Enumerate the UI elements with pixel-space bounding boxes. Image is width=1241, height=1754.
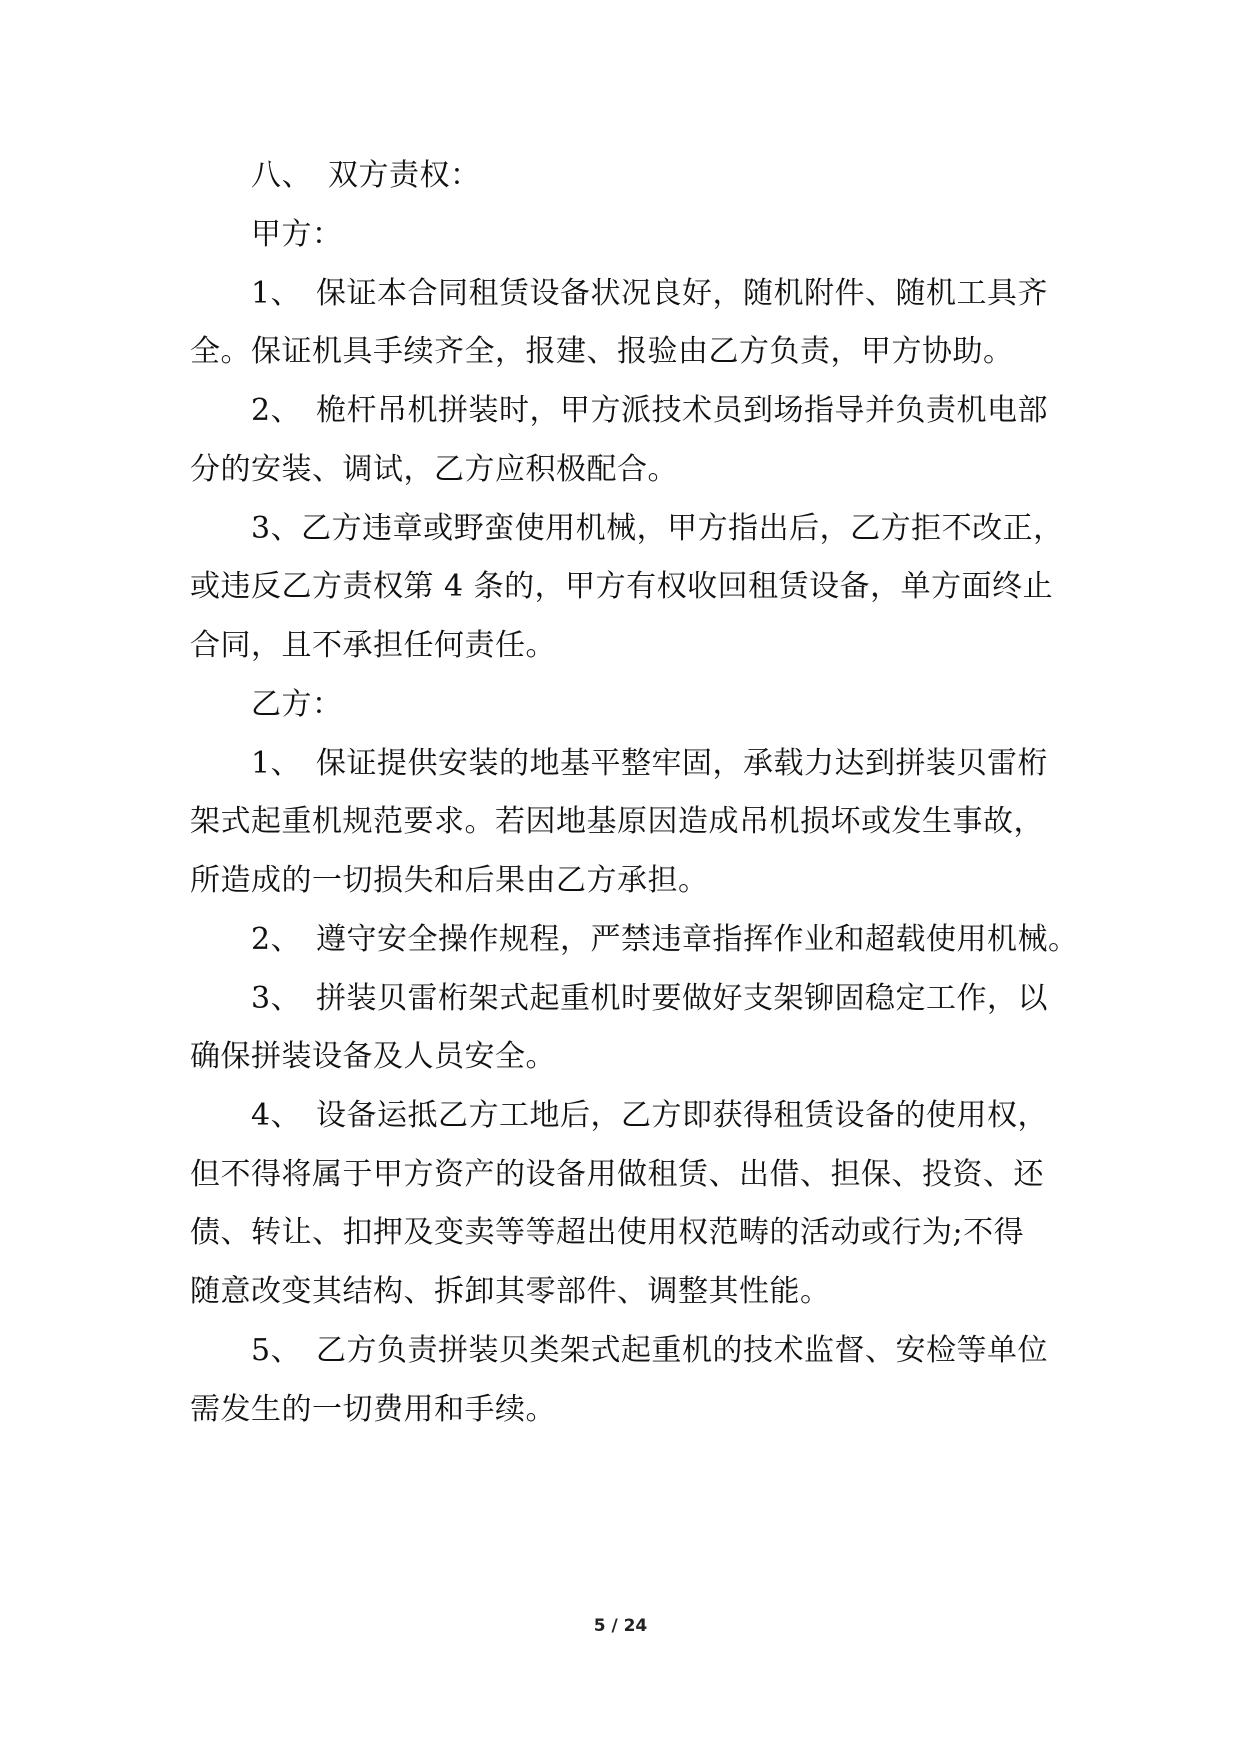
party-b-item-2-line-1: 2、 遵守安全操作规程，严禁违章指挥作业和超载使用机械。 [251,920,1079,960]
party-b-item-3-line-2: 确保拼装设备及人员安全。 [190,1039,556,1074]
page-indicator: 5 / 24 [593,1616,648,1636]
party-b-item-4-line-3: 债、转让、扣押及变卖等等超出使用权范畴的活动或行为;不得 [190,1215,1025,1250]
item-number: 1、 [251,746,302,781]
section-heading [251,156,481,196]
party-a-item-1-line-1: 1、 保证本合同租赁设备状况良好，随机附件、随机工具齐 [251,274,1048,314]
party-a-item-3-line-1: 3、乙方违章或野蛮使用机械，甲方指出后，乙方拒不改正， [251,511,1064,546]
section-title: 双方责权： [328,158,481,193]
party-a-item-3-line-3: 合同，且不承担任何责任。 [190,628,556,663]
party-b-item-1-line-3: 所造成的一切损失和后果由乙方承担。 [190,863,709,898]
item-number: 4、 [251,1098,302,1133]
party-b-item-3-line-1: 3、 拼装贝雷桁架式起重机时要做好支架铆固稳定工作，以 [251,979,1048,1019]
item-number: 5、 [251,1333,302,1368]
party-a-item-2-line-2: 分的安装、调试，乙方应积极配合。 [190,452,678,487]
party-b-label: 乙方： [251,687,343,722]
party-b-item-4-line-2: 但不得将属于甲方资产的设备用做租赁、出借、担保、投资、还 [190,1157,1044,1192]
party-a-item-2-line-1: 2、 桅杆吊机拼装时，甲方派技术员到场指导并负责机电部 [251,391,1048,431]
party-b-item-5-line-1: 5、 乙方负责拼装贝类架式起重机的技术监督、安检等单位 [251,1331,1048,1371]
item-number: 3、 [251,981,302,1016]
party-b-item-5-line-2: 需发生的一切费用和手续。 [190,1392,556,1427]
item-number: 2、 [251,393,302,428]
item-number: 2、 [251,922,302,957]
party-b-item-4-line-1: 4、 设备运抵乙方工地后，乙方即获得租赁设备的使用权， [251,1096,1048,1136]
item-number: 1、 [251,276,302,311]
section-number: 八、 [251,158,312,193]
party-a-item-1-line-2: 全。保证机具手续齐全，报建、报验由乙方负责，甲方协助。 [190,334,1014,369]
party-b-item-1-line-1: 1、 保证提供安装的地基平整牢固，承载力达到拼装贝雷桁 [251,744,1048,784]
party-a-item-3-line-2: 或违反乙方责权第 4 条的，甲方有权收回租赁设备，单方面终止 [190,569,1054,604]
party-b-item-4-line-4: 随意改变其结构、拆卸其零部件、调整其性能。 [190,1274,831,1309]
party-b-item-1-line-2: 架式起重机规范要求。若因地基原因造成吊机损坏或发生事故， [190,804,1044,839]
party-a-label: 甲方： [251,217,343,252]
